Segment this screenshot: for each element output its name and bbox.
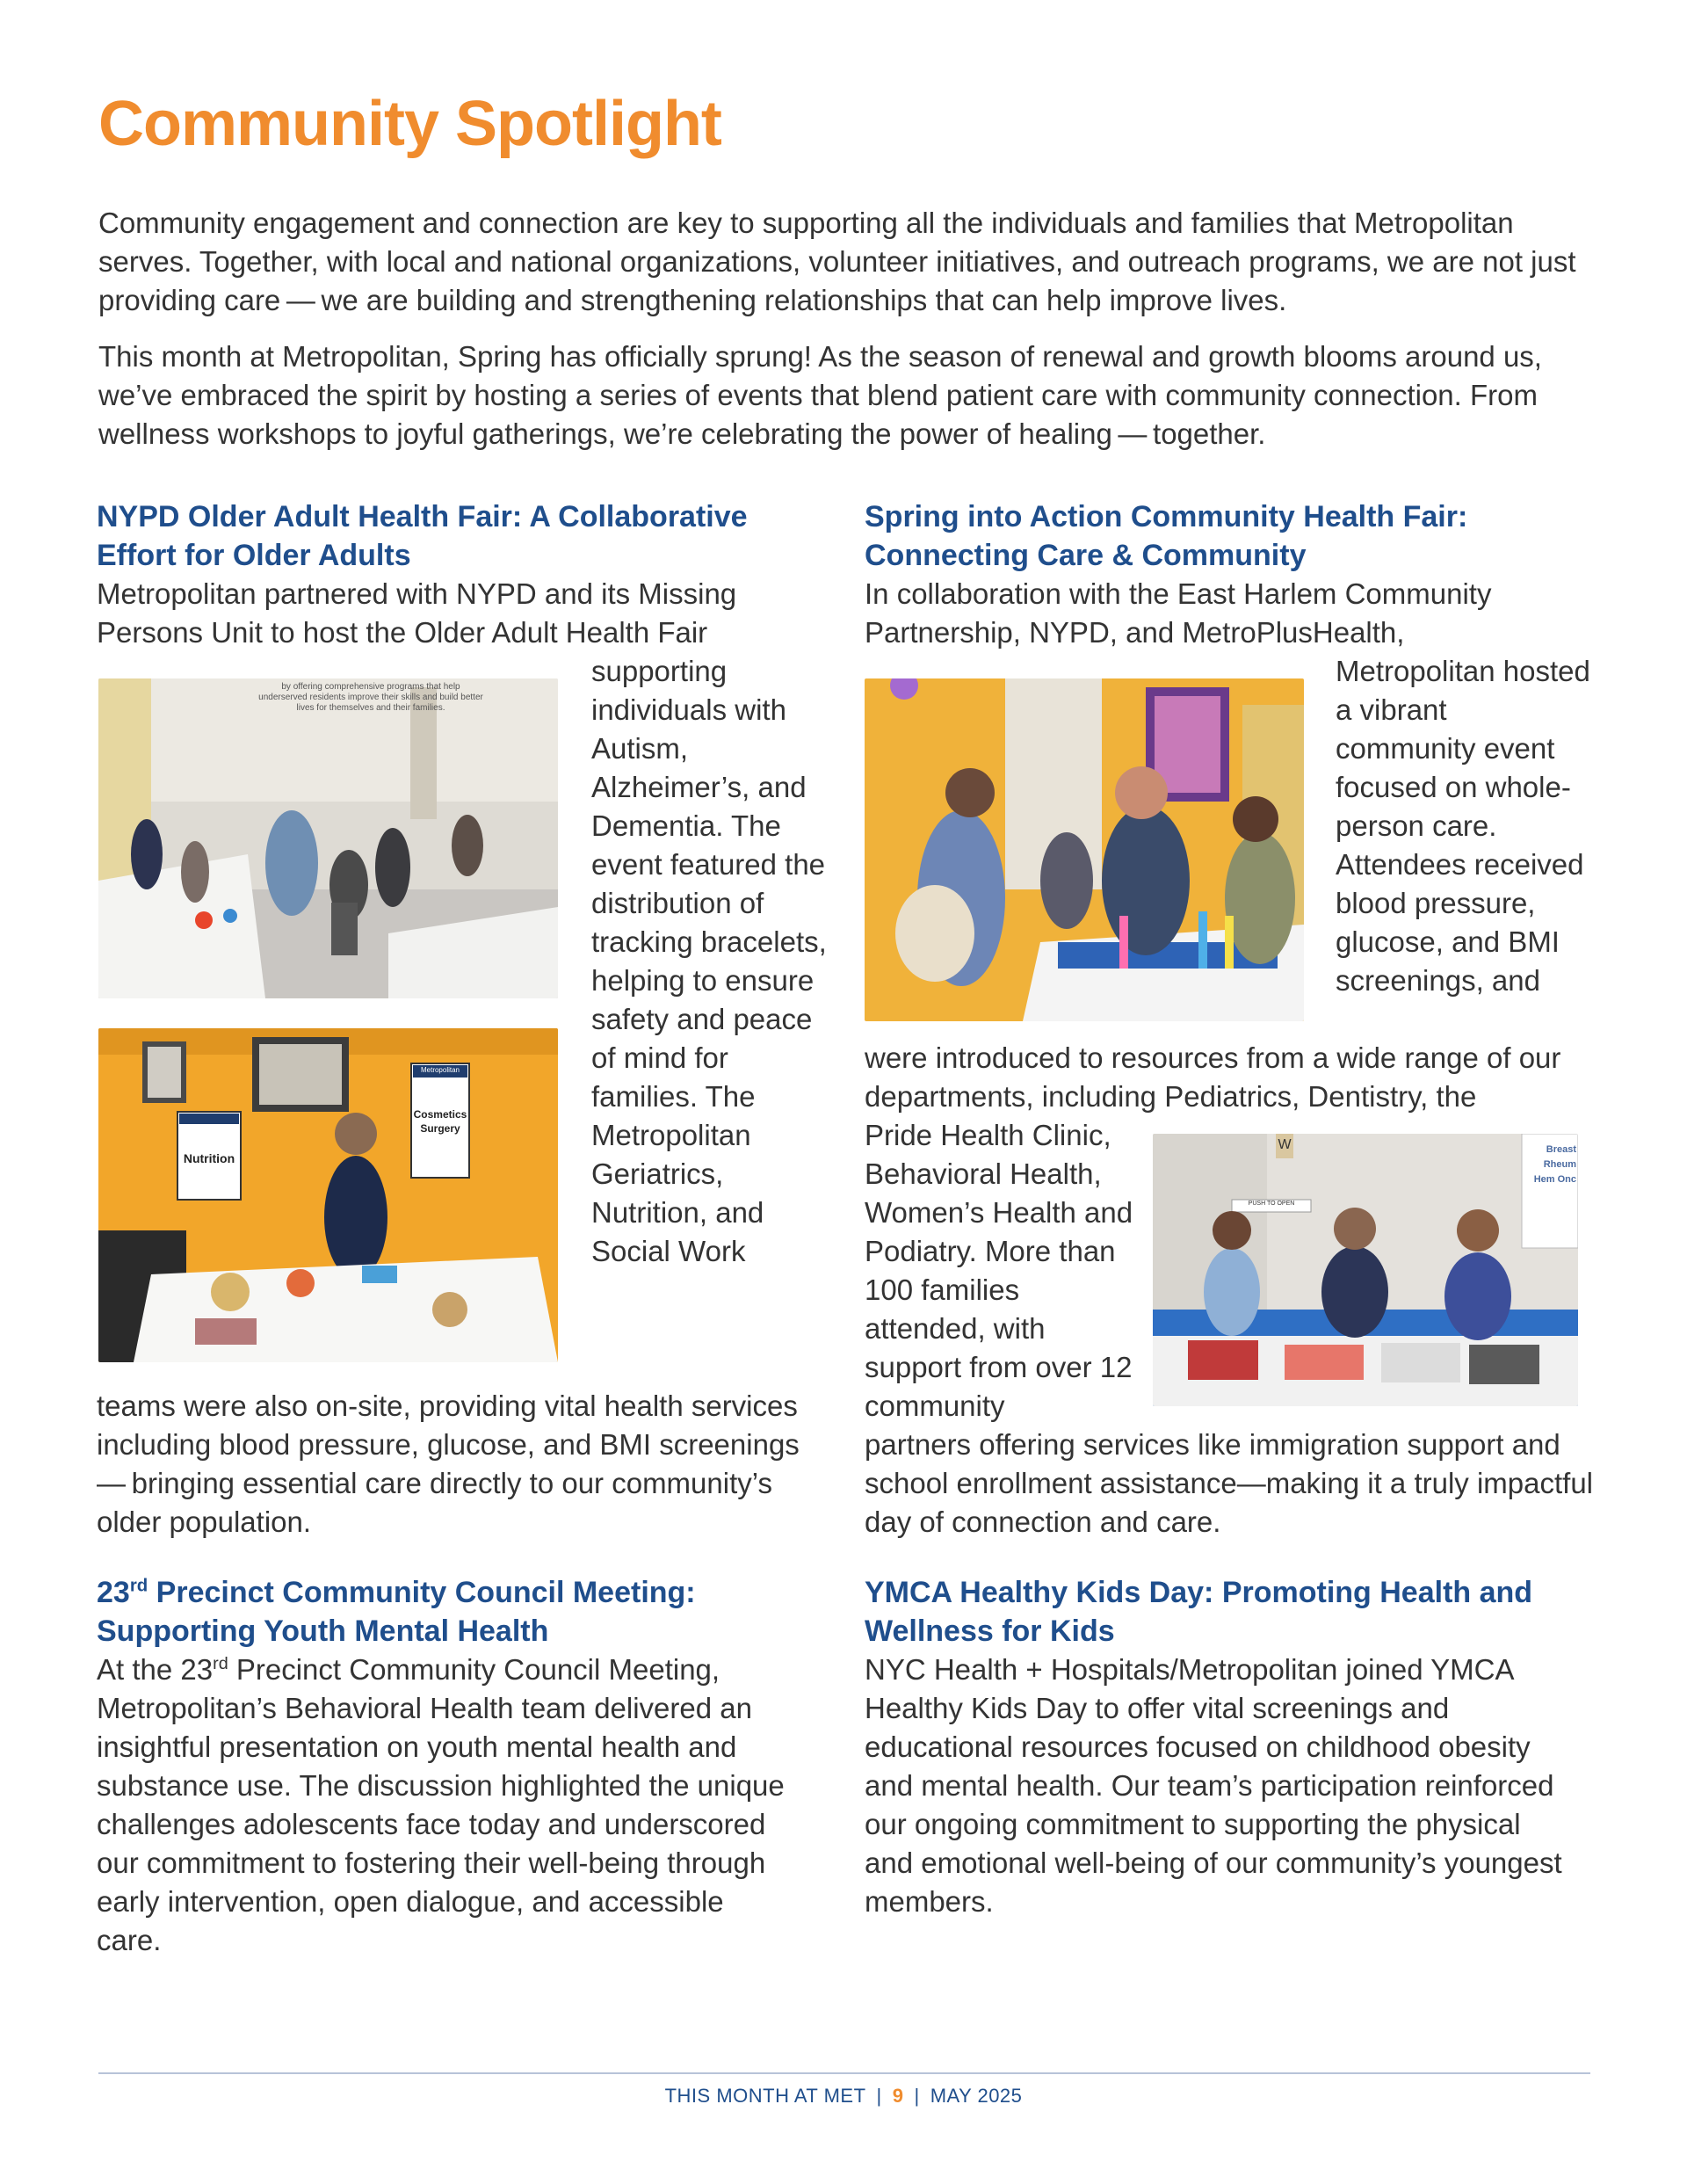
precinct-text-body: Precinct Community Council Meeting, Metropolitan’s Behavioral Health team delivered an insightful presentation on youth mental health and substance use. The discussion highlighted the unique challenges adolescents face today and underscored our commitment to fostering their well-being through early intervention, open dialogue, and accessible care. xyxy=(97,1653,785,1956)
footer-page-number: 9 xyxy=(892,2085,904,2107)
nutrition-table-photo xyxy=(98,1028,558,1362)
ymca-title: YMCA Healthy Kids Day: Promoting Health and Wellness for Kids xyxy=(865,1576,1533,1648)
spring-text-intro: In collaboration with the East Harlem Community Partnership, NYPD, and MetroPlusHealth, xyxy=(865,577,1492,649)
nutrition-sign: Nutrition xyxy=(183,1151,235,1165)
spring-volunteers-photo xyxy=(1153,1134,1578,1406)
footer-separator: | xyxy=(914,2085,920,2107)
spring-health-fair-photo xyxy=(865,678,1304,1021)
precinct-text-start: At the 23 xyxy=(97,1653,214,1686)
footer-date: MAY 2025 xyxy=(930,2085,1023,2107)
nypd-health-fair-photo xyxy=(98,678,558,998)
precinct-title-ordinal: rd xyxy=(129,1576,148,1596)
spring-photo-2-image xyxy=(1153,1134,1578,1406)
spring-section xyxy=(865,497,1585,652)
precinct-section xyxy=(97,1573,826,1960)
precinct-title-text: Precinct Community Council Meeting: Supporting Youth Mental Health xyxy=(97,1576,696,1648)
nypd-photo-1-image xyxy=(98,678,558,998)
precinct-title xyxy=(97,1573,729,1651)
spring-title: Spring into Action Community Health Fair: Connecting Care & Community xyxy=(865,500,1468,572)
footer-divider xyxy=(98,2072,1590,2074)
department-sign: Breast Rheum Hem Onc xyxy=(1533,1144,1576,1185)
precinct-text xyxy=(97,1651,791,1960)
nypd-section xyxy=(97,497,826,652)
intro-paragraph-1: Community engagement and connection are key to supporting all the individuals and families that Metropolitan serves. Together, with local and national organizations, volunteer initiatives, and outreach programs, we are not just providing care — we are building and strengthening relationships that can help improve lives. xyxy=(98,207,1576,316)
ymca-section xyxy=(865,1573,1585,1921)
metropolitan-sign-header: Metropolitan xyxy=(420,1066,460,1074)
spring-text-wrap: Metropolitan hosted a vibrant community event focused on whole-person care. Attendees received blood pressure, glucose, and BMI screenings, and xyxy=(1336,655,1590,997)
footer-publication: THIS MONTH AT MET xyxy=(664,2085,866,2107)
spring-text-rest: partners offering services like immigration support and school enrollment assistance—making it a truly impactful day of connection and care. xyxy=(865,1428,1594,1538)
spring-text-mid: were introduced to resources from a wide range of our departments, including Pediatrics, Dentistry, the xyxy=(865,1041,1561,1113)
spring-photo-1-image xyxy=(865,678,1304,1021)
precinct-title-number: 23 xyxy=(97,1576,130,1609)
spring-text-wrap-2: Pride Health Clinic, Behavioral Health, Women’s Health and Podiatry. More than 100 families attended, with support from over 12 community xyxy=(865,1119,1133,1422)
nypd-text-intro: Metropolitan partnered with NYPD and its Missing Persons Unit to host the Older Adult Health Fair xyxy=(97,577,737,649)
nypd-photo-2-image xyxy=(98,1028,558,1362)
door-letter-sign: W xyxy=(1278,1137,1292,1152)
nypd-text-rest: teams were also on-site, providing vital health services including blood pressure, glucose, and BMI screenings — bringing essential care directly to our community’s older population. xyxy=(97,1389,806,1538)
nypd-title: NYPD Older Adult Health Fair: A Collaborative Effort for Older Adults xyxy=(97,500,748,572)
nypd-photo-banner-text: by offering comprehensive programs that help underserved residents improve their skills and build better lives for themselves and their families. xyxy=(258,682,483,713)
cosmetics-surgery-sign: Cosmetics Surgery xyxy=(413,1108,467,1135)
precinct-text-ordinal: rd xyxy=(213,1654,228,1673)
intro xyxy=(98,204,1610,471)
intro-paragraph-2: This month at Metropolitan, Spring has officially sprung! As the season of renewal and growth blooms around us, we’ve embraced the spirit by hosting a series of events that blend patient care with community connection. From wellness workshops to joyful gatherings, we’re celebrating the power of healing — together. xyxy=(98,340,1542,450)
footer-separator: | xyxy=(876,2085,882,2107)
page-title: Community Spotlight xyxy=(98,89,721,159)
nypd-text-wrap: supporting individuals with Autism, Alzheimer’s, and Dementia. The event featured the distribution of tracking bracelets, helping to ensure safety and peace of mind for families. The Metropolitan Geriatrics, Nutrition, and Social Work xyxy=(591,655,827,1267)
push-to-open-label: PUSH TO OPEN xyxy=(1248,1201,1295,1207)
footer xyxy=(0,2085,1687,2108)
ymca-text: NYC Health + Hospitals/Metropolitan joined YMCA Healthy Kids Day to offer vital screenings and educational resources focused on childhood obesity and mental health. Our team’s participation reinforced our ongoing commitment to supporting the physical and emotional well-being of our community’s youngest members. xyxy=(865,1653,1562,1918)
